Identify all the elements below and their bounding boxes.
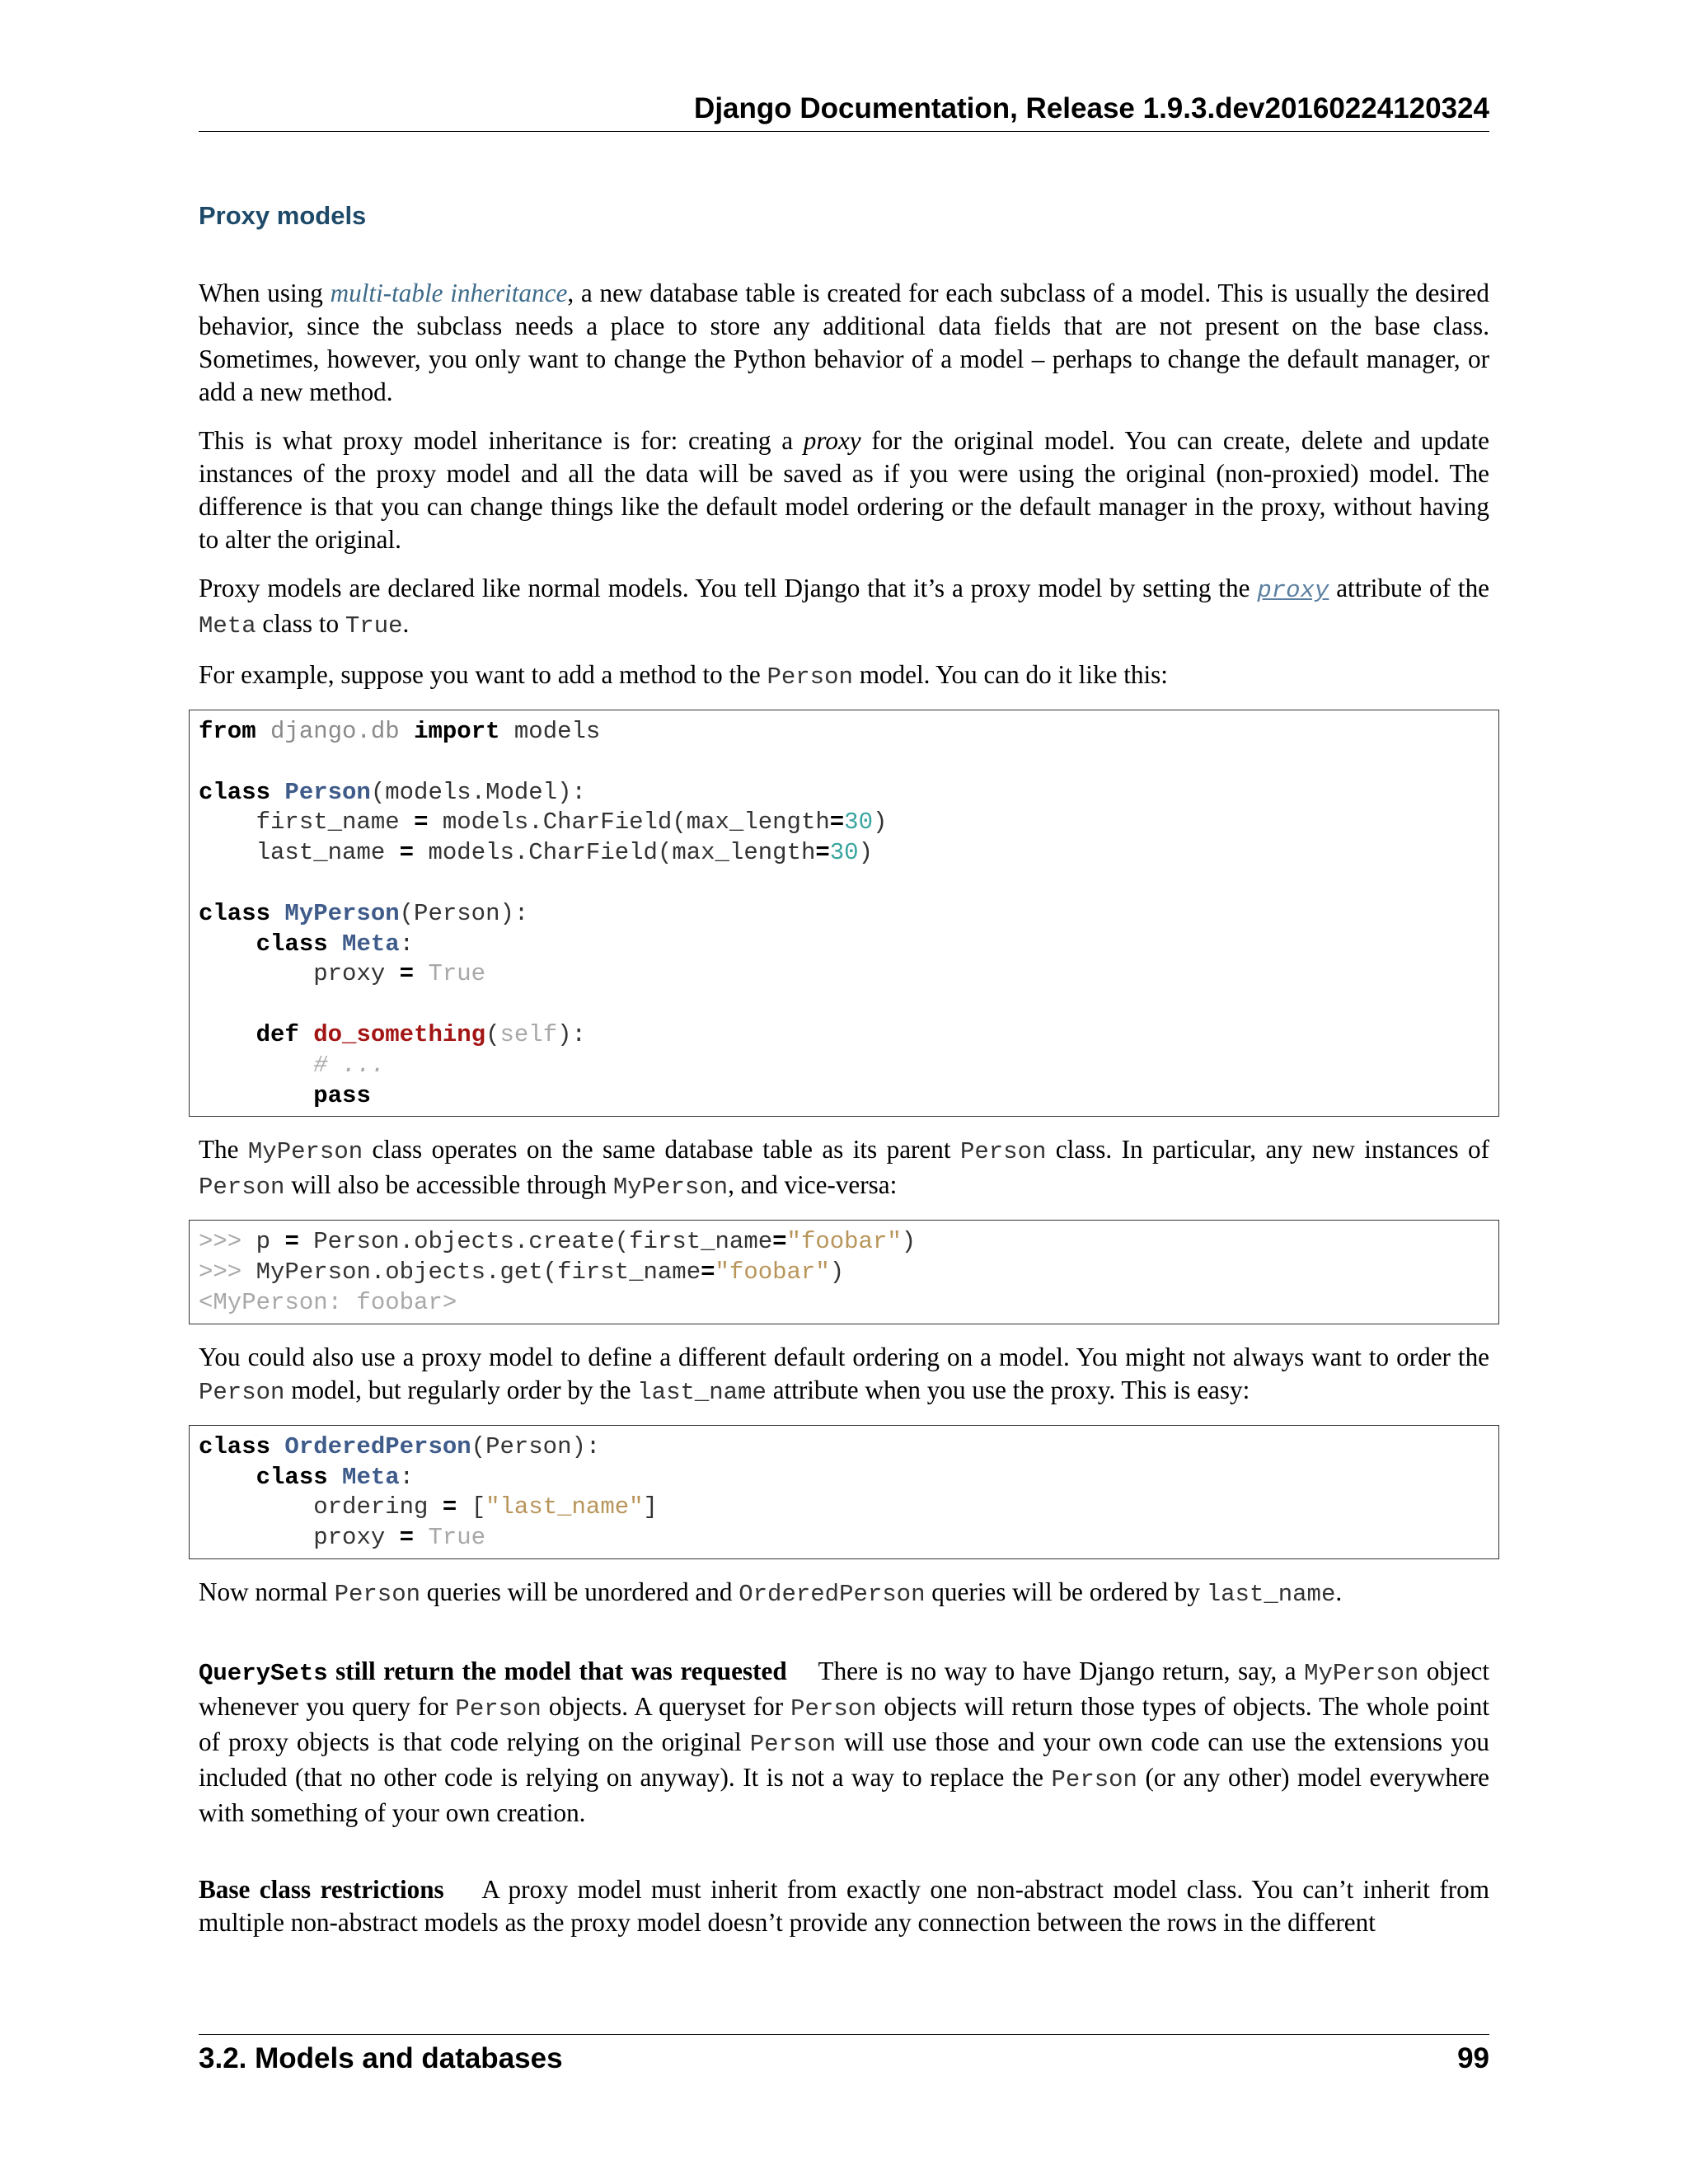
text: . [402,609,410,638]
text: There is no way to have Django return, say, a [818,1656,1305,1685]
inline-code: Meta [199,612,256,640]
text: class. In particular, any new instances of [1046,1135,1489,1165]
text: attribute of the [1329,574,1490,602]
paragraph [199,1655,1489,1830]
body-text [199,277,1489,1955]
running-header: Django Documentation, Release 1.9.3.dev20160224120324 [694,92,1489,124]
inline-code: Person [790,1694,877,1722]
text: The [199,1135,248,1165]
text: , and vice-versa: [728,1170,898,1200]
inline-code: Person [749,1730,837,1758]
text: queries will be unordered and [420,1577,739,1606]
paragraph [199,658,1489,694]
section-title: Proxy models [199,201,367,230]
inline-code: Person [959,1138,1047,1166]
text: model, but regularly order by the [284,1375,638,1404]
text: , a new database table is created for each subclass of a model. This is usually the desired behavior, since the subclass needs a place to store any additional data fields that are not present on the base class. Sometimes, however, you only want to change the Python behavior of a model – perhaps to change the default manager, or add a new method. [199,279,1489,406]
multi-table-inheritance-link[interactable]: multi-table inheritance [330,279,568,307]
text: . [1335,1577,1343,1606]
code-block-orderedperson: class OrderedPerson(Person): class Meta: ordering = ["last_name"] proxy = True [189,1425,1499,1559]
text: You could also use a proxy model to define a different default ordering on a model. You might not always want to order the [199,1342,1489,1371]
inline-code: Person [334,1580,420,1608]
inline-code: Person [455,1694,542,1722]
inline-code: OrderedPerson [738,1580,926,1608]
inline-code: MyPerson [247,1138,363,1166]
paragraph [199,1576,1489,1611]
inline-code: last_name [1206,1580,1336,1608]
proxy-attribute-link[interactable]: proxy [1257,577,1329,604]
text: model. You can do it like this: [852,660,1168,689]
text: queries will be ordered by [925,1577,1207,1606]
text: A proxy model must inherit from exactly one non-abstract model class. You can’t inherit from multiple non-abstract models as the proxy model doesn’t provide any connection between the rows in the different [199,1874,1490,1937]
text: for the original model. You can create, delete and update instances of the proxy model and all the data will be saved as if you were using the original (non-proxied) model. The difference is that you can change things like the default model ordering or the default manager in the proxy, without having to alter the original. [199,426,1489,554]
subsection-heading: Base class restrictions [199,1874,444,1904]
code-block-shell: >>> p = Person.objects.create(first_name="foobar") >>> MyPerson.objects.get(first_name="foobar") <MyPerson: foobar> [189,1220,1499,1324]
subsection-heading: QuerySets still return the model that was requested [199,1656,787,1687]
inline-code: Person [767,663,853,691]
inline-code: last_name [637,1378,767,1406]
text: Now normal [199,1577,335,1606]
page-number: 99 [1457,2042,1489,2074]
inline-code: Person [199,1378,285,1406]
text: For example, suppose you want to add a method to the [199,660,767,689]
header-rule [199,131,1489,132]
text: (or any other) model everywhere with something of your own creation. [199,1762,1489,1827]
text: objects. A queryset for [541,1691,791,1721]
paragraph [199,572,1489,643]
text: class to [256,609,345,638]
inline-code: True [345,612,403,640]
paragraph [199,277,1489,409]
text: Proxy models are declared like normal models. You tell Django that it’s a proxy model by setting the [199,574,1258,602]
code-block-myperson: from django.db import models class Person(models.Model): first_name = models.CharField(max_length=30) last_name = models.CharField(max_length=30) class MyPerson(Person): class Meta: proxy = True def do_something(self): # ... pass [189,710,1499,1117]
text: attribute when you use the proxy. This is easy: [766,1375,1250,1404]
inline-code: MyPerson [1304,1659,1419,1687]
text: This is what proxy model inheritance is for: creating a [199,426,804,455]
paragraph [199,1873,1489,1939]
inline-code: MyPerson [612,1174,729,1202]
footer-section: 3.2. Models and databases [199,2042,563,2074]
text: will use those and your own code can use the extensions you included (that no other code is relying on anyway). It is not a way to replace the [199,1727,1489,1792]
text: objects will return those types of objects. The whole point of proxy objects is that code relying on the original [199,1691,1489,1756]
text: will also be accessible through [284,1170,613,1200]
paragraph [199,424,1489,556]
footer-rule [199,2034,1489,2035]
paragraph [199,1341,1489,1409]
text: When using [199,279,331,307]
emphasis: proxy [803,426,861,455]
document-page [199,0,1489,2184]
inline-code: Person [1051,1765,1137,1793]
inline-code: Person [199,1174,285,1202]
text: object whenever you query for [199,1656,1489,1721]
text: class operates on the same database table as its parent [363,1135,960,1165]
paragraph [199,1133,1489,1204]
